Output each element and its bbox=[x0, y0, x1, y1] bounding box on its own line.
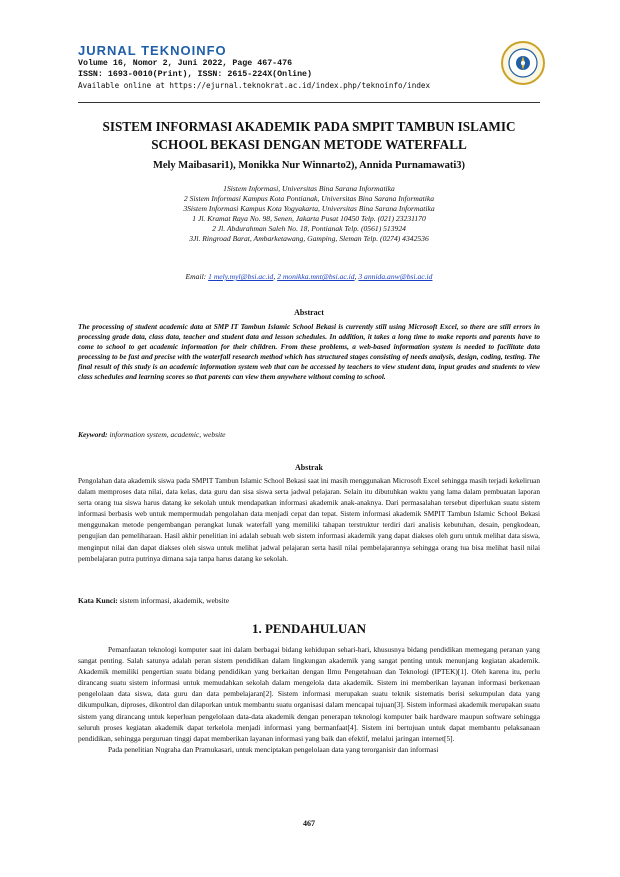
journal-logo bbox=[500, 40, 546, 86]
author-emails: Email: 1 mely.myl@bsi.ac.id, 2 monikka.mnt@bsi.ac.id, 3 annida.anw@bsi.ac.id bbox=[185, 272, 433, 281]
affiliation-line: 2 Jl. Abdurahman Saleh No. 18, Pontianak Telp. (0561) 513924 bbox=[212, 224, 406, 234]
abstract-en-heading: Abstract bbox=[294, 308, 324, 317]
paragraph: Pemanfaatan teknologi komputer saat ini dalam berbagai bidang kehidupan sehari-hari, khususnya bidang pendidikan memegang peranan yang sangat penting. Salah satunya adalah peran sistem pendidikan dalam lingkungan akademik yang sangat penting untuk menunjang kegiatan akademik. Akademik memiliki pengertian suatu bidang pendidikan yang berkaitan dengan Ilmu Pengetahuan dan Teknologi (IPTEK)[1]. Oleh karena itu, perlu dirancang suatu sistem informasi untuk memudahkan sekolah dalam mengelola data akademik. Sistem ini memberikan layanan informasi berkenaan pengelolaan data siswa, data guru dan data pembelajaran[2]. Sistem informasi merupakan suatu teknik sistematis berisi sekumpulan data yang dikumpulkan, diproses, dikontrol dan dilaporkan untuk membantu suatu organisasi dalam mencapai tujuan[3]. Sistem informasi akademik merupakan suatu sistem yang dirancang untuk keperluan pengelolaan data-data akademik dengan penerapan teknologi komputer baik hardware maupun software sehingga seluruh proses kegiatan akademik dapat terkelola menjadi informasi yang bermanfaat[4]. Sistem ini bertujuan untuk dapat membantu pelaksanaan pendidikan, sehingga perguruan tinggi dapat memberikan layanan informasi yang baik dan efektif, melalui jaringan internet[5]. bbox=[78, 645, 540, 743]
email-link[interactable]: 1 mely.myl@bsi.ac.id bbox=[208, 272, 274, 281]
affiliation-line: 2 Sistem Informasi Kampus Kota Pontianak, Universitas Bina Sarana Informatika bbox=[183, 194, 435, 204]
email-label: Email: bbox=[185, 272, 207, 281]
section-title: 1. PENDAHULUAN bbox=[251, 621, 367, 636]
abstract-en-text: The processing of student academic data at SMP IT Tambun Islamic School Bekasi is currently still using Microsoft Excel, so there are still errors in processing grade data, class data, teacher and student data and lesson schedules. In addition, it takes a long time to make reports and parents have to come to school to get academic information for their children. From these problems, a web-based information system is needed to facilitate data processing to be fast and precise with the waterfall research method which has structured stages consisting of needs analysis, design, coding, testing. The final result of this study is an academic information system web that can be accessed by teachers to view student data, input grades and students to view class schedules and learning scores so that parents can view them anywhere without coming to school. bbox=[78, 322, 540, 382]
keywords-id bbox=[78, 596, 540, 606]
email-link[interactable]: 2 monikka.mnt@bsi.ac.id bbox=[277, 272, 355, 281]
header-rule bbox=[78, 102, 540, 103]
journal-availability: Available online at https://ejurnal.teknokrat.ac.id/index.php/teknoinfo/index bbox=[78, 81, 431, 90]
email-link[interactable]: 3 annida.anw@bsi.ac.id bbox=[358, 272, 433, 281]
section-body bbox=[78, 644, 540, 755]
paper-authors: Mely Maibasari1), Monikka Nur Winnarto2), Annida Purnamawati3) bbox=[152, 160, 466, 171]
keywords-en-values: information system, academic, website bbox=[109, 430, 226, 439]
paragraph: Pada penelitian Nugraha dan Pramukasari, untuk menciptakan pengelolaan data yang terorganisir dan informasi bbox=[108, 744, 439, 754]
affiliation-line: 3Jl. Ringroad Barat, Ambarketawang, Gamping, Sleman Telp. (0274) 4342536 bbox=[189, 234, 429, 244]
page-number: 467 bbox=[303, 819, 315, 828]
affiliations bbox=[78, 184, 540, 245]
affiliation-line: 1 Jl. Kramat Raya No. 98, Senen, Jakarta Pusat 10450 Telp. (021) 23231170 bbox=[192, 214, 426, 224]
affiliation-line: 1Sistem Informasi, Universitas Bina Sarana Informatika bbox=[223, 184, 395, 193]
journal-name: JURNAL TEKNOINFO bbox=[78, 43, 227, 58]
keywords-id-values: sistem informasi, akademik, website bbox=[119, 596, 230, 605]
abstract-id-text: Pengolahan data akademik siswa pada SMPIT Tambun Islamic School Bekasi saat ini masih menggunakan Microsoft Excel sehingga masih terjadi kekeliruan dalam memproses data nilai, data kelas, data guru dan sisa siswa serta jadwal pelajaran. Selain itu dibutuhkan waktu yang lama dalam pembuatan laporan serta orang tua siswa harus datang ke sekolah untuk mendapatkan informasi akademik anak-anaknya. Dari permasalahan tersebut diperlukan suatu sistem informasi berbasis web untuk mempermudah pengolahan data menjadi cepat dan tepat. Sistem informasi akademik SMPIT Tambun Islamic School Bekasi menggunakan metode pengembangan perangkat lunak waterfall yang memiliki tahapan terstruktur terdiri dari analisis kebutuhan, desain, pengkodean, pengujian dan pemeliharaan. Hasil akhir penelitian ini adalah sebuah web sistem informasi akademik yang dapat diakses oleh guru untuk melihat data siswa, menginput nilai dan dapat diakses oleh siswa untuk melihat jadwal pelajaran serta hasil nilai pembelajarannya sehingga orang tua bisa melihat hasil nilai pembelajaran putra putrinya dimana saja tanpa harus datang ke sekolah. bbox=[78, 476, 540, 563]
keywords-en-label: Keyword: bbox=[78, 430, 108, 439]
affiliation-line: 3Sistem Informasi Kampus Kota Yogyakarta, Universitas Bina Sarana Informatika bbox=[183, 204, 435, 214]
journal-volume: Volume 16, Nomor 2, Juni 2022, Page 467-476 bbox=[78, 59, 293, 68]
paper-title: SISTEM INFORMASI AKADEMIK PADA SMPIT TAMBUN ISLAMIC SCHOOL BEKASI DENGAN METODE WATERFALL bbox=[102, 119, 516, 152]
keywords-id-label: Kata Kunci: bbox=[78, 596, 118, 605]
abstract-id-heading: Abstrak bbox=[294, 463, 323, 472]
journal-header bbox=[78, 44, 508, 91]
journal-issn: ISSN: 1693-0010(Print), ISSN: 2615-224X(Online) bbox=[78, 70, 313, 79]
keywords-en bbox=[78, 430, 540, 440]
